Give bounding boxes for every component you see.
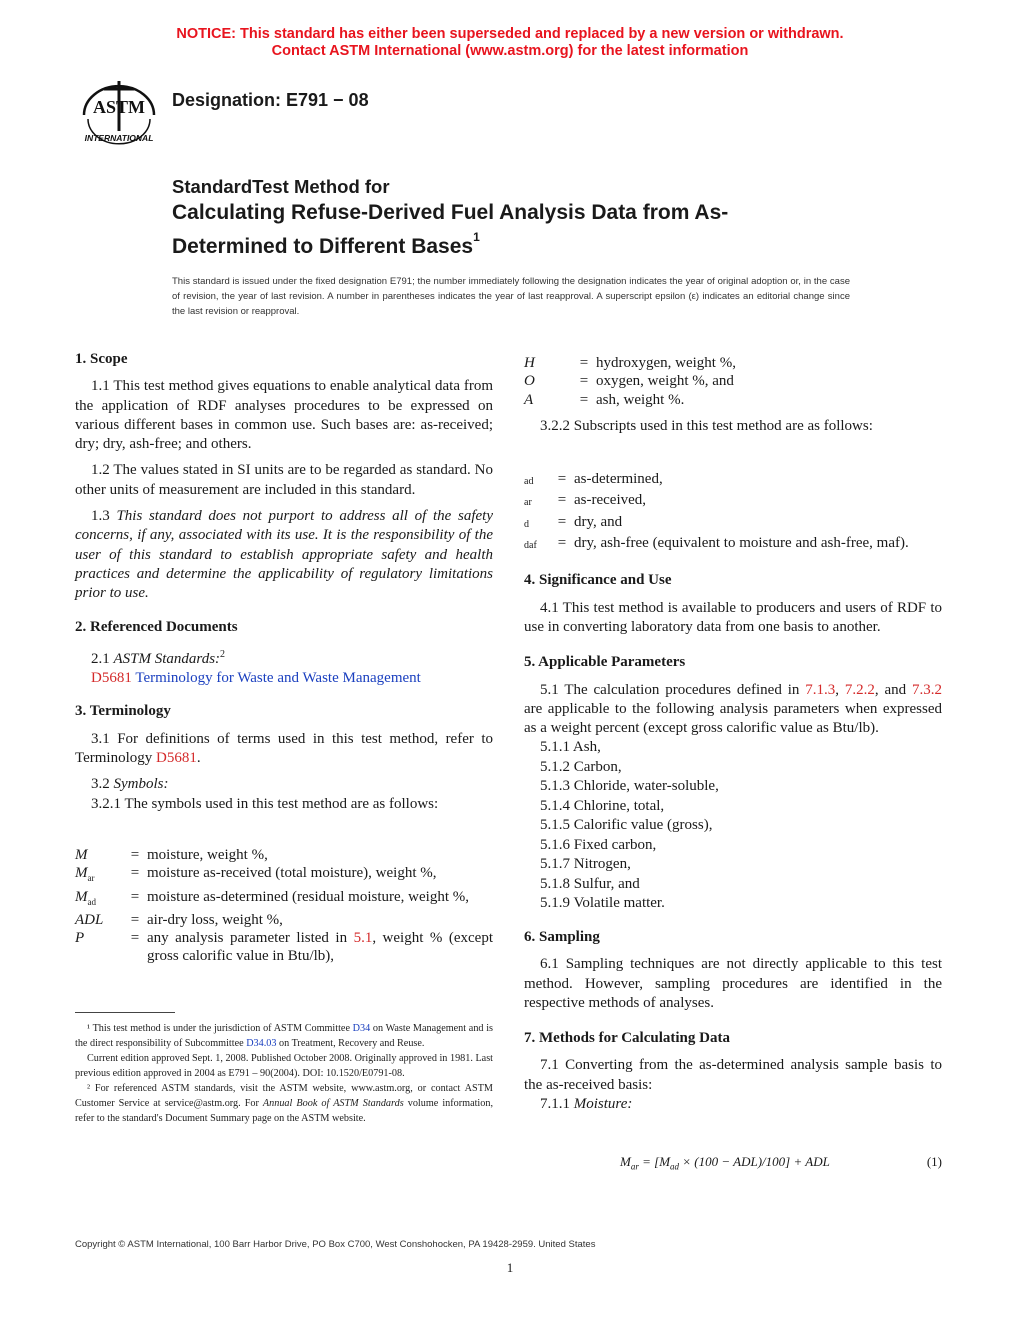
subscript-symbol: ad bbox=[524, 476, 534, 488]
section-5-heading: 5. Applicable Parameters bbox=[524, 654, 686, 671]
para-2-1-sup: 2 bbox=[220, 648, 226, 660]
para-2-1-number: 2.1 bbox=[91, 650, 114, 667]
para-1-1: 1.1 This test method gives equations to enable analytical data from the application of RDF analyses procedures to be expressed on various different bases in common use. Such bases are: as-received; dry; dry, ash-free; and others. bbox=[75, 378, 493, 453]
symbol-desc: air-dry loss, weight %, bbox=[147, 911, 283, 928]
link-7-1-3[interactable]: 7.1.3 bbox=[805, 681, 836, 698]
issued-note: This standard is issued under the fixed designation E791; the number immediately following the designation indicates the year of original adoption or, in the case of revision, the year of last revision. A number in parentheses indicates the year of last reapproval. A superscript epsilon (ε) indicates an editorial change since the last revision or reapproval. bbox=[172, 276, 850, 317]
para-3-2-1: 3.2.1 The symbols used in this test method are as follows: bbox=[91, 795, 439, 812]
subscript-row bbox=[524, 470, 942, 491]
list-item: 5.1.1 Ash, bbox=[540, 739, 601, 756]
symbol-desc: oxygen, weight %, and bbox=[596, 373, 734, 390]
para-7-1-1-label: Moisture: bbox=[573, 1096, 633, 1113]
equation-expression bbox=[620, 1154, 830, 1172]
notice-line-2: Contact ASTM International (www.astm.org) for the latest information bbox=[271, 43, 749, 59]
link-5-1[interactable]: 5.1 bbox=[353, 930, 373, 947]
para-2-1 bbox=[75, 645, 493, 669]
symbol-p-desc-a: any analysis parameter listed in bbox=[147, 930, 354, 947]
section-7-heading: 7. Methods for Calculating Data bbox=[524, 1030, 730, 1047]
subscript-row bbox=[524, 534, 942, 555]
footnote-1-text-a: ¹ This test method is under the jurisdiction of ASTM Committee bbox=[87, 1023, 353, 1034]
astm-logo bbox=[74, 75, 164, 145]
para-2-1-label: ASTM Standards: bbox=[113, 650, 221, 667]
subscript-desc: dry, and bbox=[574, 513, 623, 530]
footnote-rule bbox=[75, 1012, 175, 1013]
symbol-row bbox=[524, 372, 942, 390]
symbols-table bbox=[75, 846, 493, 966]
list-item: 5.1.2 Carbon, bbox=[540, 758, 622, 775]
para-3-1-text: 3.1 For definitions of terms used in this test method, refer to Terminology bbox=[75, 730, 493, 767]
list-item: 5.1.5 Calorific value (gross), bbox=[540, 817, 713, 834]
symbol-p-desc-b: , weight % (except gross calorific value in Btu/lb), bbox=[147, 930, 493, 965]
footnote-2 bbox=[75, 1081, 493, 1126]
doc-link-d5681[interactable]: D5681 bbox=[91, 670, 132, 687]
symbol-h: H bbox=[524, 355, 535, 371]
para-7-1-1-number: 7.1.1 bbox=[540, 1096, 574, 1113]
symbol-desc: ash, weight %. bbox=[596, 391, 685, 408]
footnote-1-text-c: on Treatment, Recovery and Reuse. bbox=[276, 1038, 425, 1049]
subscript-eq: = bbox=[557, 535, 567, 552]
footnote-2-italic: Annual Book of ASTM Standards bbox=[262, 1098, 404, 1109]
para-3-1 bbox=[75, 730, 493, 769]
para-3-1-end: . bbox=[196, 750, 201, 767]
symbol-eq: = bbox=[130, 911, 140, 928]
subcommittee-link-d34-03[interactable]: D34.03 bbox=[246, 1038, 277, 1049]
symbol-adl: ADL bbox=[75, 911, 104, 928]
symbol-row bbox=[524, 354, 942, 372]
eq-part-a: = [M bbox=[638, 1154, 671, 1169]
symbol-p: P bbox=[75, 930, 85, 947]
list-item: 5.1.7 Nitrogen, bbox=[540, 856, 631, 873]
para-1-3 bbox=[75, 507, 493, 603]
left-column bbox=[75, 350, 493, 966]
para-3-2-2: 3.2.2 Subscripts used in this test method are as follows: bbox=[540, 417, 873, 434]
symbol-row bbox=[75, 846, 493, 864]
symbol-m: M bbox=[75, 846, 88, 863]
list-item: 5.1.3 Chloride, water-soluble, bbox=[540, 778, 719, 795]
list-item: 5.1.9 Volatile matter. bbox=[540, 895, 665, 912]
para-3-2 bbox=[75, 775, 493, 794]
section-6-heading: 6. Sampling bbox=[524, 928, 600, 945]
copyright: Copyright © ASTM International, 100 Barr Harbor Drive, PO Box C700, West Conshohocken, PA 19428-2959. United States bbox=[75, 1239, 596, 1250]
section-1-heading: 1. Scope bbox=[75, 351, 128, 367]
eq-m: M bbox=[620, 1154, 631, 1169]
symbol-o: O bbox=[524, 373, 535, 390]
para-7-1-1 bbox=[524, 1095, 942, 1114]
footnotes bbox=[75, 1021, 493, 1126]
list-item: 5.1.4 Chlorine, total, bbox=[540, 797, 665, 814]
symbol-row bbox=[75, 911, 493, 929]
section-3-heading: 3. Terminology bbox=[75, 703, 171, 720]
subscript-symbol: daf bbox=[524, 540, 537, 552]
astm-logo-icon bbox=[74, 75, 164, 145]
para-7-1: 7.1 Converting from the as-determined analysis sample basis to the as-received basis: bbox=[524, 1057, 942, 1093]
equation-number: (1) bbox=[926, 1154, 942, 1169]
symbol-eq: = bbox=[130, 930, 140, 947]
subscript-eq: = bbox=[557, 492, 567, 509]
symbol-subscript: ad bbox=[87, 896, 96, 907]
committee-link-d34[interactable]: D34 bbox=[352, 1023, 371, 1034]
subscript-row bbox=[524, 491, 942, 512]
symbol-eq: = bbox=[579, 391, 589, 408]
symbol-desc bbox=[147, 929, 493, 966]
symbol-subscript: ar bbox=[87, 873, 95, 884]
footnote-1-edition: Current edition approved Sept. 1, 2008. Published October 2008. Originally approved in 1981. Last previous edition approved in 2004 as E791 – 90(2004). DOI: 10.1520/E0791-08. bbox=[75, 1053, 493, 1079]
symbols-table-continued bbox=[524, 354, 942, 409]
list-item: 5.1.6 Fixed carbon, bbox=[540, 836, 657, 853]
para-5-1-sep-1: , bbox=[835, 681, 845, 698]
symbol-row bbox=[75, 929, 493, 966]
symbol-mar: M bbox=[75, 865, 88, 882]
link-7-2-2[interactable]: 7.2.2 bbox=[844, 681, 875, 698]
footnote-1-text-b: on Waste Management and is the direct responsibility of Subcommittee bbox=[75, 1023, 493, 1049]
symbol-row bbox=[524, 391, 942, 409]
standard-title bbox=[172, 175, 872, 261]
footnote-2-text-b: volume information, refer to the standard's Document Summary page on the ASTM website. bbox=[75, 1098, 493, 1124]
doc-title[interactable]: Terminology for Waste and Waste Management bbox=[131, 670, 421, 687]
terminology-link-d5681[interactable]: D5681 bbox=[156, 750, 197, 767]
para-1-3-number: 1.3 bbox=[91, 508, 117, 525]
symbol-mad: M bbox=[75, 888, 88, 905]
symbol-row bbox=[75, 888, 493, 911]
symbol-desc: moisture, weight %, bbox=[147, 846, 268, 863]
section-2-heading: 2. Referenced Documents bbox=[75, 618, 238, 635]
symbol-eq: = bbox=[130, 865, 140, 882]
parameter-list bbox=[524, 738, 942, 914]
subscript-desc: dry, ash-free (equivalent to moisture and ash-free, maf). bbox=[574, 535, 909, 552]
link-7-3-2[interactable]: 7.3.2 bbox=[912, 681, 942, 698]
referenced-document bbox=[75, 669, 493, 688]
para-1-2: 1.2 The values stated in SI units are to be regarded as standard. No other units of measurement are included in this standard. bbox=[75, 462, 493, 498]
symbol-desc: hydroxygen, weight %, bbox=[596, 355, 736, 371]
para-5-1-text-a: 5.1 The calculation procedures defined in bbox=[540, 681, 806, 698]
subscript-eq: = bbox=[557, 471, 567, 488]
eq-sub-ar: ar bbox=[630, 1161, 639, 1172]
footnote-2-text-a: ² For referenced ASTM standards, visit the ASTM website, www.astm.org, or contact ASTM Customer Service at service@astm.org. For bbox=[75, 1083, 493, 1109]
equation-1 bbox=[524, 1154, 942, 1174]
logo-subtitle: INTERNATIONAL bbox=[84, 133, 154, 143]
subscript-desc: as-determined, bbox=[574, 471, 663, 488]
notice-line-1: NOTICE: This standard has either been superseded and replaced by a new version or withdrawn. bbox=[176, 26, 844, 42]
para-3-2-label: Symbols: bbox=[113, 776, 169, 793]
page-number: 1 bbox=[506, 1260, 514, 1275]
subscript-desc: as-received, bbox=[574, 492, 647, 509]
subscript-symbol: d bbox=[524, 518, 529, 530]
supersession-notice bbox=[0, 26, 1020, 60]
eq-sub-ad: ad bbox=[670, 1161, 680, 1172]
footnote-1 bbox=[75, 1021, 493, 1051]
title-line-3: Determined to Different Bases bbox=[172, 235, 474, 258]
symbol-desc: moisture as-received (total moisture), weight %, bbox=[147, 865, 437, 882]
designation: Designation: E791 − 08 bbox=[172, 90, 369, 110]
title-line-2: Calculating Refuse-Derived Fuel Analysis Data from As- bbox=[172, 201, 729, 224]
right-column bbox=[524, 354, 942, 1114]
logo-letters: ASTM bbox=[92, 97, 146, 117]
symbol-row bbox=[75, 864, 493, 887]
title-footnote-mark: 1 bbox=[473, 230, 480, 244]
para-6-1: 6.1 Sampling techniques are not directly applicable to this test method. However, sampling procedures are identified in the respective methods of analyses. bbox=[524, 956, 942, 1011]
section-4-heading: 4. Significance and Use bbox=[524, 572, 672, 589]
title-line-1: StandardTest Method for bbox=[172, 176, 390, 197]
symbol-a: A bbox=[524, 391, 534, 408]
symbol-eq: = bbox=[579, 373, 589, 390]
subscript-row bbox=[524, 513, 942, 534]
para-3-2-number: 3.2 bbox=[91, 776, 114, 793]
para-5-1-sep-2: , and bbox=[874, 681, 912, 698]
symbol-eq: = bbox=[130, 888, 140, 905]
symbol-eq: = bbox=[130, 846, 140, 863]
subscript-eq: = bbox=[557, 513, 567, 530]
symbol-desc: moisture as-determined (residual moisture, weight %, bbox=[147, 888, 469, 905]
subscripts-table bbox=[524, 470, 942, 555]
para-5-1 bbox=[524, 681, 942, 739]
para-4-1: 4.1 This test method is available to producers and users of RDF to use in converting laboratory data from one basis to another. bbox=[524, 599, 942, 635]
eq-part-b: × (100 − ADL)/100] + ADL bbox=[679, 1154, 830, 1169]
list-item: 5.1.8 Sulfur, and bbox=[540, 875, 640, 892]
subscript-symbol: ar bbox=[524, 497, 532, 509]
para-1-3-text: This standard does not purport to address all of the safety concerns, if any, associated with its use. It is the responsibility of the user of this standard to establish appropriate safety and health practices and determine the applicability of regulatory limitations prior to use. bbox=[75, 508, 494, 602]
para-5-1-text-b: are applicable to the following analysis parameters when expressed as a weight percent (except gross calorific value as Btu/lb). bbox=[524, 700, 942, 737]
symbol-eq: = bbox=[579, 355, 589, 371]
